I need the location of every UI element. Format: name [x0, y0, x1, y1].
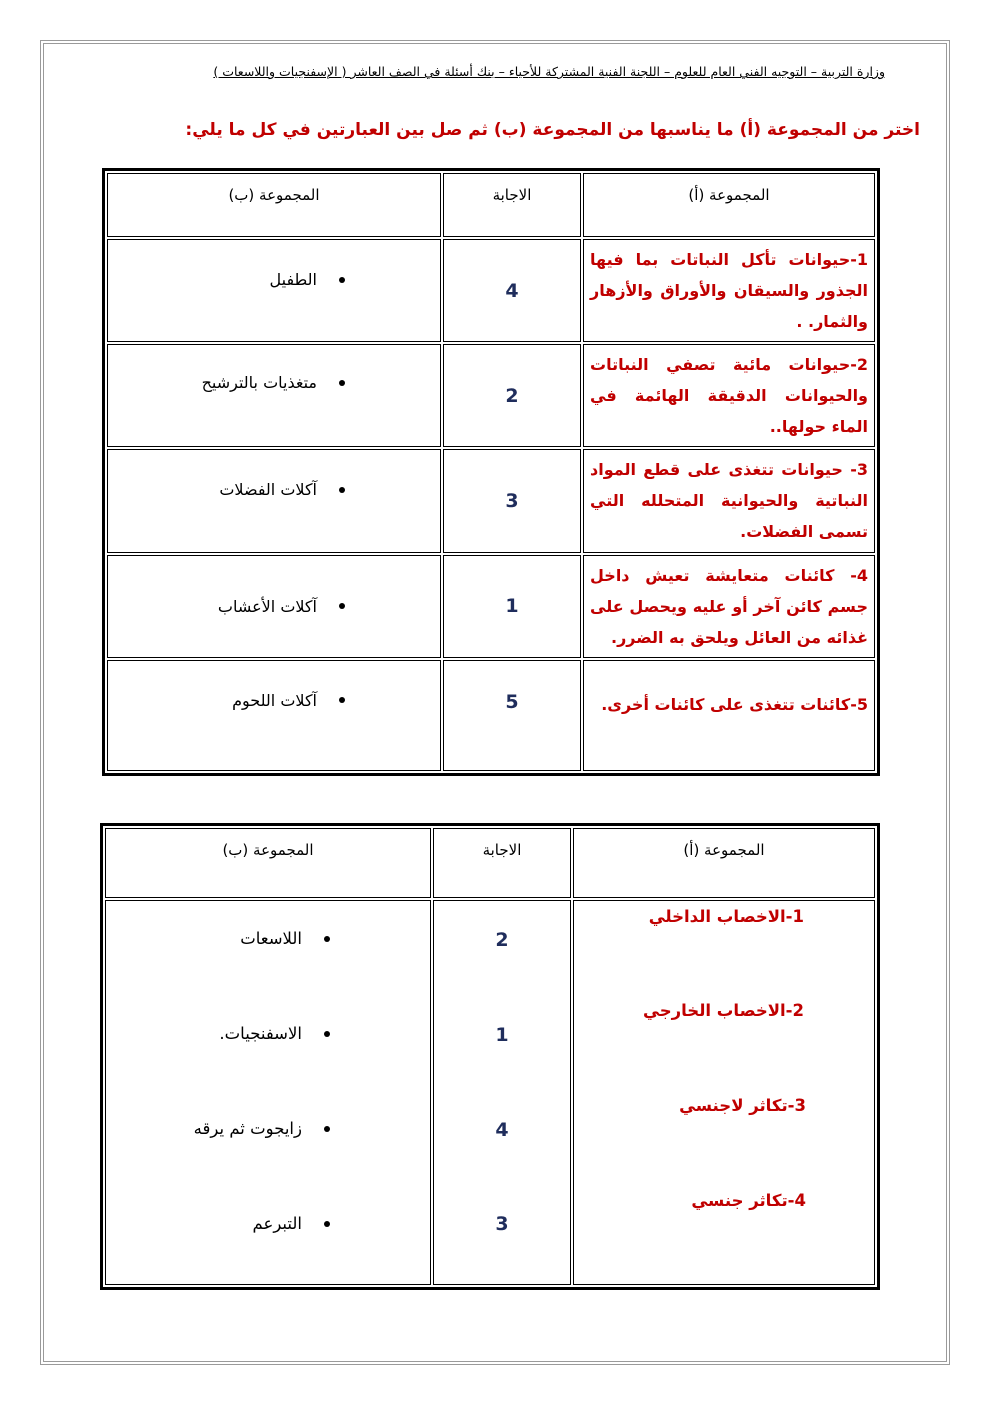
- group-a-item: 5-كائنات تتغذى على كائنات أخرى.: [583, 660, 875, 771]
- group-a-item: 3- حيوانات تتغذى على قطع المواد النباتية والحيوانية المتحلله التي تسمى الفضلات.: [583, 449, 875, 552]
- group-b-item: آكلات اللحوم: [232, 690, 317, 710]
- header-group-a: المجموعة (أ): [583, 173, 875, 237]
- bullet-icon: [339, 603, 345, 609]
- group-b-item: متغذيات بالترشيح: [201, 373, 317, 393]
- answer-cell: 2: [443, 344, 581, 447]
- bullet-icon: [324, 936, 330, 942]
- bullet-icon: [339, 380, 345, 386]
- table-row: [107, 239, 875, 342]
- table-body-row: [105, 900, 875, 1285]
- group-a-cell: [573, 900, 875, 1285]
- header-group-a: المجموعة (أ): [573, 828, 875, 898]
- answer-value: 4: [495, 1119, 509, 1141]
- answer-value: 1: [495, 1024, 509, 1046]
- page-header: وزارة التربية – التوجيه الفني العام للعلوم – اللجنة الفنية المشتركة للأحياء – بنك أسئلة في الصف العاشر ( الإسفنجيات واللاسعات ): [213, 64, 885, 79]
- bullet-icon: [324, 1221, 330, 1227]
- answer-cell: 4: [443, 239, 581, 342]
- table-row: [107, 449, 875, 552]
- group-b-item: التبرعم: [252, 1214, 302, 1233]
- bullet-icon: [324, 1126, 330, 1132]
- group-b-item: آكلات الأعشاب: [217, 596, 317, 616]
- bullet-icon: [339, 697, 345, 703]
- bullet-icon: [324, 1031, 330, 1037]
- group-b-cell: [107, 449, 441, 552]
- group-b-item: زايجوت ثم يرقه: [193, 1119, 302, 1138]
- table-row: [107, 660, 875, 771]
- group-b-item: الطفيل: [269, 270, 317, 290]
- bullet-icon: [339, 277, 345, 283]
- group-a-item: 2-الاخصاب الخارجي: [643, 1001, 804, 1020]
- group-b-cell: [107, 660, 441, 771]
- table-row: [107, 344, 875, 447]
- matching-table-2: [100, 823, 880, 1290]
- group-a-item: 4-تكاثر جنسي: [691, 1191, 806, 1210]
- group-a-item: 2-حيوانات مائية تصفي النباتات والحيوانات الدقيقة الهائمة في الماء حولها..: [583, 344, 875, 447]
- header-group-b: المجموعة (ب): [107, 173, 441, 237]
- group-a-item: 1-الاخصاب الداخلي: [648, 907, 804, 926]
- table-header-row: [107, 173, 875, 237]
- bullet-icon: [339, 487, 345, 493]
- group-b-cell: [107, 555, 441, 658]
- answer-cell: 5: [443, 660, 581, 771]
- group-b-cell: [107, 344, 441, 447]
- header-answer: الاجابة: [443, 173, 581, 237]
- matching-table-1: [102, 168, 880, 776]
- group-a-item: 3-تكاثر لاجنسي: [679, 1096, 806, 1115]
- table-header-row: [105, 828, 875, 898]
- group-b-item: الاسفنجيات.: [219, 1024, 302, 1043]
- header-answer: الاجابة: [433, 828, 571, 898]
- group-a-item: 4- كائنات متعايشة تعيش داخل جسم كائن آخر أو عليه ويحصل على غذائه من العائل ويلحق به الضرر.: [583, 555, 875, 658]
- group-b-item: اللاسعات: [240, 929, 302, 948]
- table-row: [107, 555, 875, 658]
- question-instruction: اختر من المجموعة (أ) ما يناسبها من المجموعة (ب) ثم صل بين العبارتين في كل ما يلي:: [185, 120, 920, 140]
- group-a-item: 1-حيوانات تأكل النباتات بما فيها الجذور والسيقان والأوراق والأزهار والثمار. .: [583, 239, 875, 342]
- answer-cell: 1: [443, 555, 581, 658]
- answer-value: 2: [495, 929, 509, 951]
- header-group-b: المجموعة (ب): [105, 828, 431, 898]
- group-b-item: آكلات الفضلات: [219, 480, 317, 500]
- answer-value: 3: [495, 1213, 509, 1235]
- group-b-cell: [105, 900, 431, 1285]
- group-b-cell: [107, 239, 441, 342]
- answer-cell: 3: [443, 449, 581, 552]
- answer-cell: [433, 900, 571, 1285]
